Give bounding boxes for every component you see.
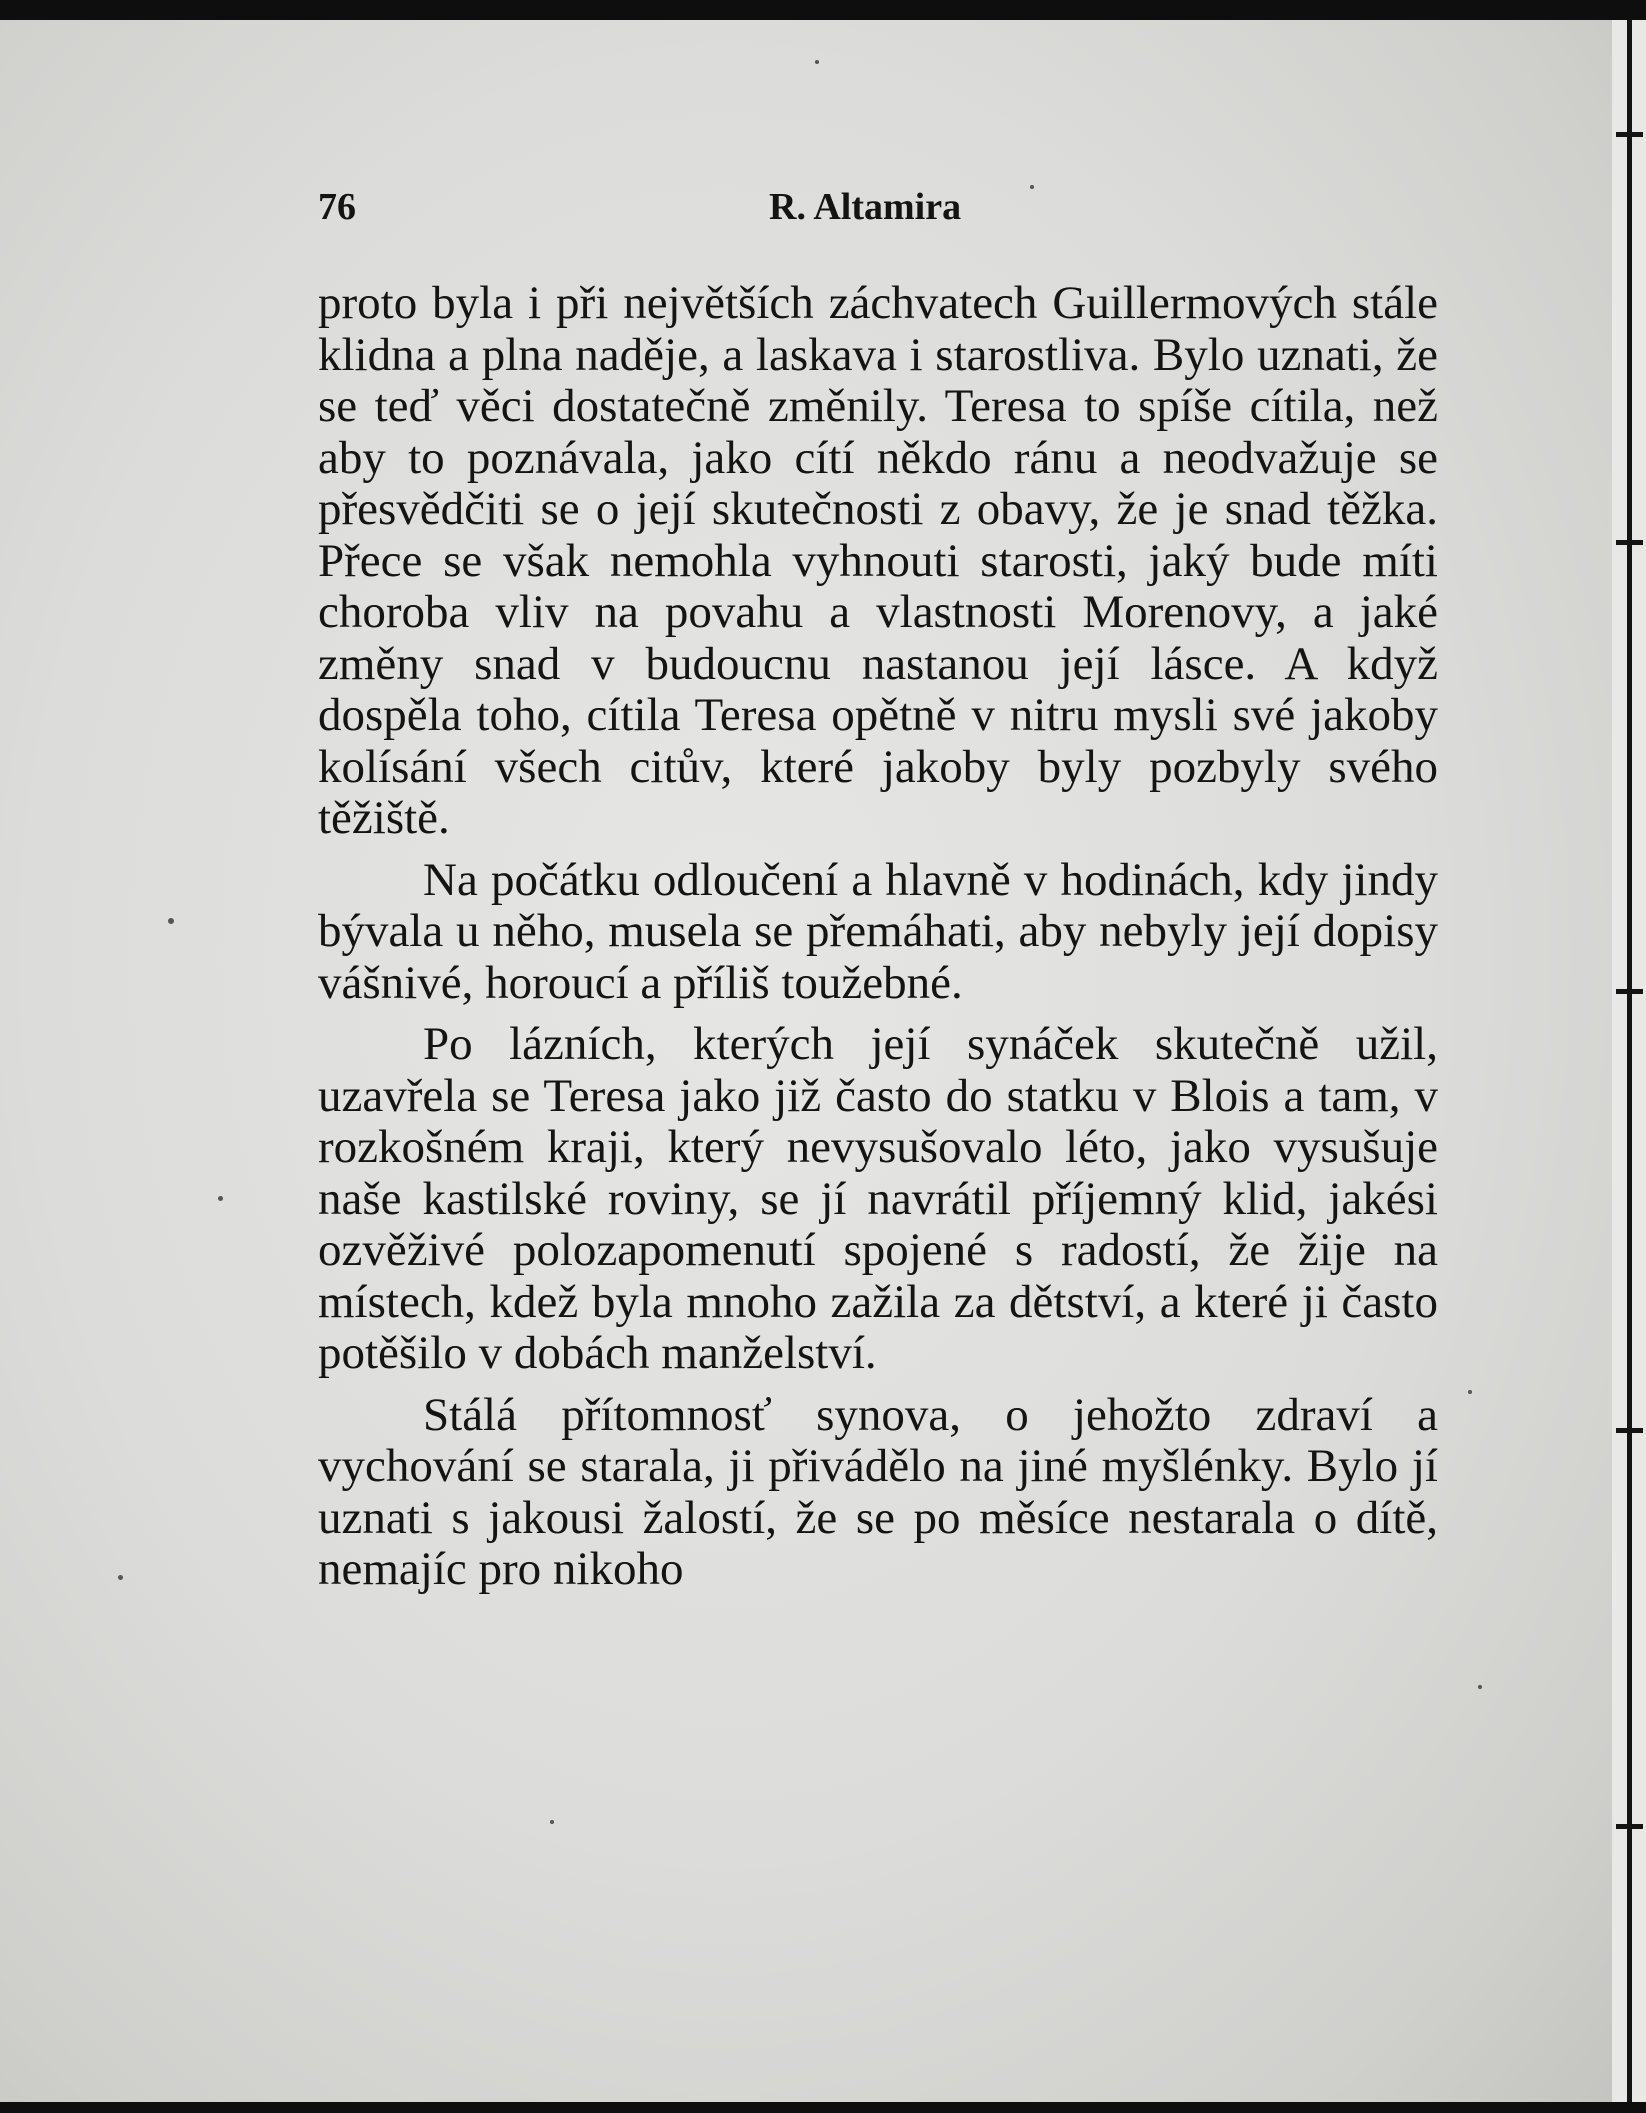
binding-tick [1616,1824,1643,1829]
paper-speck [168,918,174,924]
paragraph-3: Po lázních, kterých její synáček skutečně užil, uzavřela se Teresa jako již často do statku v Blois a tam, v rozkošném kraji, který nevysušovalo léto, jako vysušuje naše kastilské roviny, se jí navrátil příjemný klid, jakési ozvěživé polozapomenutí spojené s radostí, že žije na místech, kdež byla mnoho zažila za dětství, a které ji často potěšilo v dobách manželství. [318,1018,1438,1379]
book-page [0,20,1612,2102]
scan-border [0,2102,1646,2113]
paragraph-2: Na počátku odloučení a hlavně v hodinách, kdy jindy bývala u něho, musela se přemáhati, aby nebyly její dopisy vášnivé, horoucí a příliš toužebné. [318,853,1438,1009]
paragraph-4: Stálá přítomnosť synova, o jehožto zdraví a vychování se starala, ji přivádělo na jiné myšlénky. Bylo jí uznati s jakousi žalostí, že se po měsíce nestarala o dítě, nemajíc pro nikoho [318,1388,1438,1595]
binding-tick [1616,1428,1643,1433]
running-head: R. Altamira [769,186,962,228]
paper-speck [1030,185,1034,189]
paragraph-1: proto byla i při největších záchvatech Guillermových stále klidna a plna naděje, a laskava i starostliva. Bylo uznati, že se teď věci dostatečně změnily. Teresa to spíše cítila, než aby to poznávala, jako cítí někdo ránu a neodvažuje se přesvědčiti se o její skutečnosti z obavy, že je snad těžka. Přece se však nemohla vyhnouti starosti, jaký bude míti choroba vliv na povahu a vlastnosti Morenovy, a jaké změny snad v budoucnu nastanou její lásce. A když dospěla toho, cítila Teresa opětně v nitru mysli své jakoby kolísání všech citův, které jakoby byly pozbyly svého těžiště. [318,277,1438,844]
body-text [318,278,1438,1606]
paper-speck [815,60,819,64]
paper-speck [550,1820,554,1824]
binding-edge [1612,20,1646,2102]
binding-tick [1616,989,1643,994]
paper-speck [118,1575,123,1580]
binding-tick [1616,540,1643,545]
binding-tick [1616,132,1643,137]
page-header [318,185,1438,235]
paper-speck [218,1196,223,1201]
binding-line [1627,20,1632,2102]
paper-speck [1468,1390,1472,1394]
paper-speck [1478,1685,1482,1689]
page-number: 76 [318,186,356,228]
